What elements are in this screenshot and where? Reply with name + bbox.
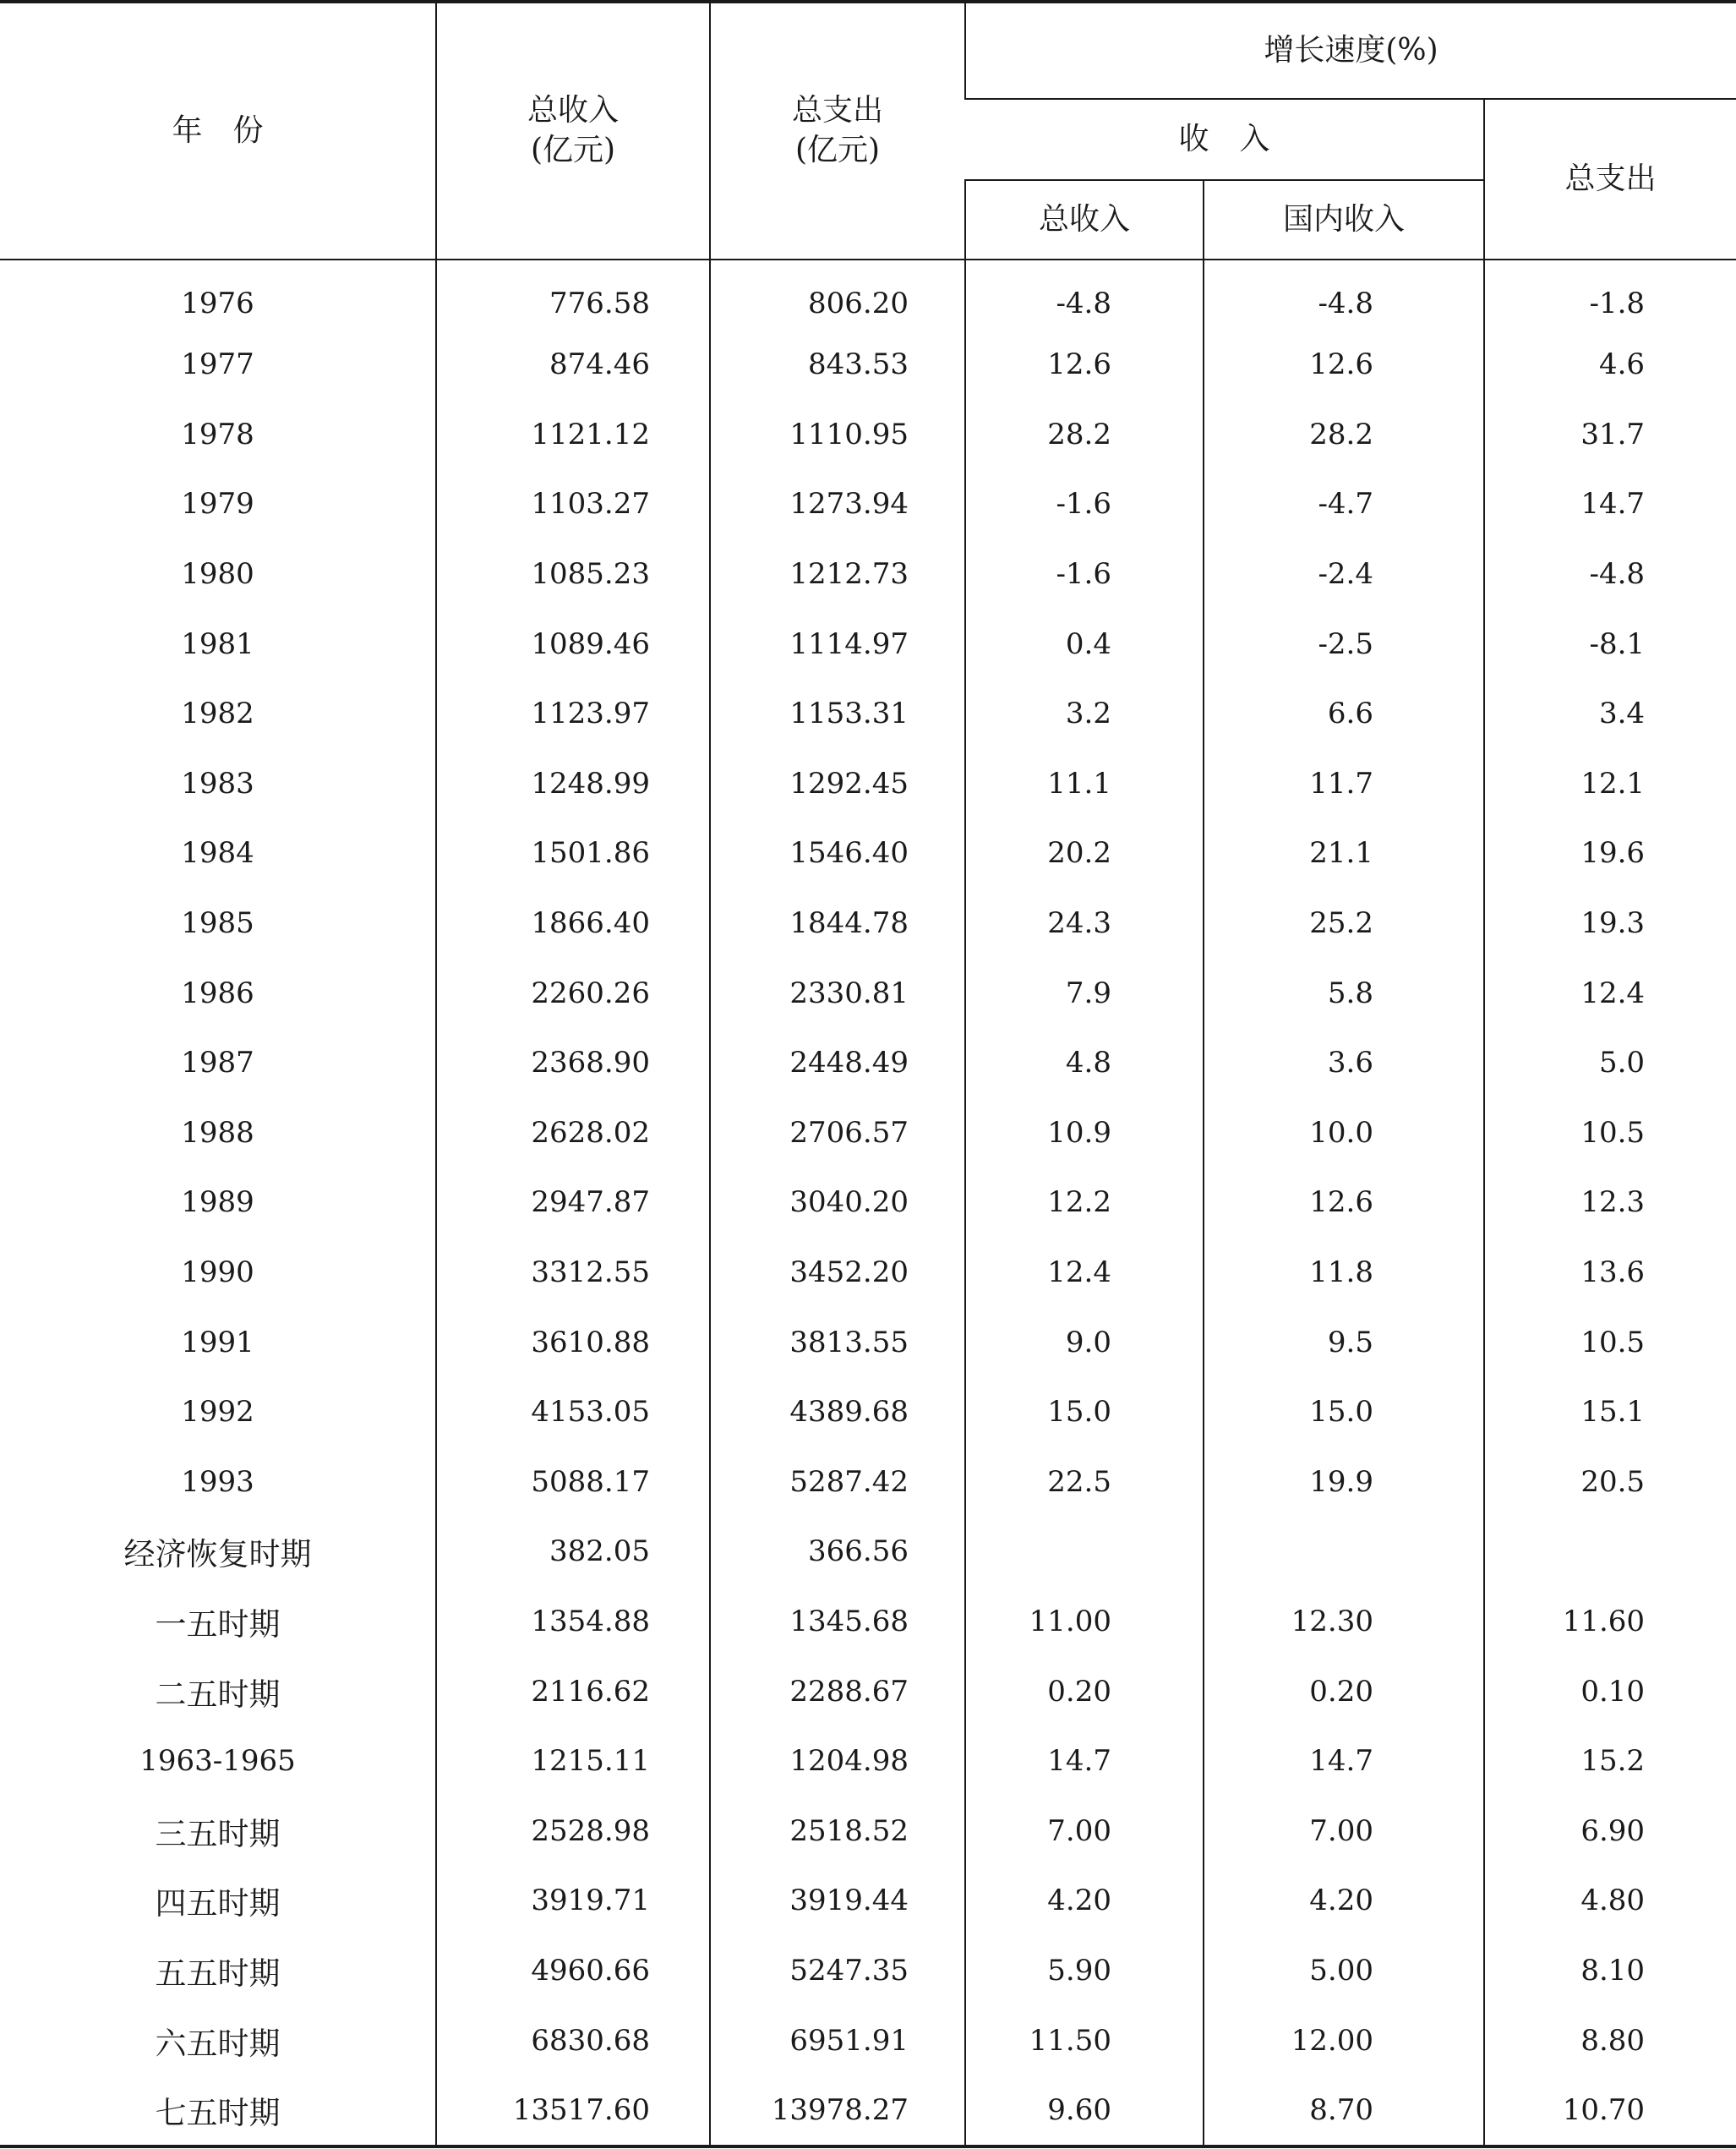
cell-growth-total-income xyxy=(965,1517,1204,1587)
cell-growth-total-expense: -1.8 xyxy=(1484,260,1736,330)
table-row xyxy=(0,958,1736,1028)
cell-year: 经济恢复时期 xyxy=(123,1536,312,1573)
cell-total-expense: 1546.40 xyxy=(710,818,965,889)
header-income-group xyxy=(965,99,1484,180)
table-row xyxy=(0,1238,1736,1308)
cell-total-income: 13517.60 xyxy=(436,2075,710,2147)
cell-growth-total-income: 9.0 xyxy=(965,1307,1204,1377)
cell-growth-total-expense: -8.1 xyxy=(1484,609,1736,679)
cell-total-expense: 13978.27 xyxy=(710,2075,965,2147)
cell-growth-total-income: 0.20 xyxy=(965,1656,1204,1726)
cell-growth-domestic-income: 11.8 xyxy=(1204,1238,1484,1308)
table-row xyxy=(0,2075,1736,2147)
table-row xyxy=(0,2005,1736,2075)
header-income-group-label: 收 入 xyxy=(1178,121,1270,156)
cell-growth-domestic-income: 5.00 xyxy=(1204,1936,1484,2006)
cell-total-income: 2528.98 xyxy=(436,1796,710,1866)
cell-total-expense: 4389.68 xyxy=(710,1377,965,1447)
cell-growth-total-income: 24.3 xyxy=(965,889,1204,959)
cell-total-income: 2260.26 xyxy=(436,958,710,1028)
cell-year: 1988 xyxy=(181,1115,254,1150)
cell-year: 1992 xyxy=(181,1395,254,1430)
header-total-expense-label: 总支出 (亿元) xyxy=(791,93,883,167)
cell-total-income: 1354.88 xyxy=(436,1587,710,1657)
cell-growth-total-income: 7.9 xyxy=(965,958,1204,1028)
cell-growth-domestic-income: -4.8 xyxy=(1204,260,1484,330)
cell-growth-total-expense: 10.5 xyxy=(1484,1307,1736,1377)
cell-growth-total-income: -1.6 xyxy=(965,469,1204,539)
cell-total-income: 382.05 xyxy=(436,1517,710,1587)
cell-total-expense: 1345.68 xyxy=(710,1587,965,1657)
cell-year: 一五时期 xyxy=(155,1605,281,1643)
cell-year: 三五时期 xyxy=(155,1815,281,1852)
table-row xyxy=(0,469,1736,539)
table-row xyxy=(0,818,1736,889)
cell-year: 1977 xyxy=(181,347,254,382)
cell-growth-total-income: 3.2 xyxy=(965,679,1204,749)
cell-growth-total-expense: 31.7 xyxy=(1484,400,1736,470)
table-row xyxy=(0,1517,1736,1587)
cell-growth-total-income: 10.9 xyxy=(965,1098,1204,1168)
table-row xyxy=(0,609,1736,679)
cell-total-income: 6830.68 xyxy=(436,2005,710,2075)
table-row xyxy=(0,1936,1736,2006)
header-growth-total-income-label: 总收入 xyxy=(1038,201,1130,237)
cell-growth-total-expense xyxy=(1484,1517,1736,1587)
cell-total-expense: 1204.98 xyxy=(710,1726,965,1796)
table-row xyxy=(0,260,1736,330)
cell-growth-total-income: -4.8 xyxy=(965,260,1204,330)
cell-total-expense: 1110.95 xyxy=(710,400,965,470)
cell-growth-domestic-income: 14.7 xyxy=(1204,1726,1484,1796)
cell-year: 1976 xyxy=(181,287,254,320)
cell-total-income: 2628.02 xyxy=(436,1098,710,1168)
cell-total-income: 1215.11 xyxy=(436,1726,710,1796)
cell-growth-total-expense: 11.60 xyxy=(1484,1587,1736,1657)
cell-growth-total-expense: 20.5 xyxy=(1484,1447,1736,1517)
cell-growth-total-income: 15.0 xyxy=(965,1377,1204,1447)
cell-year: 五五时期 xyxy=(155,1955,281,1992)
cell-growth-total-income: 4.8 xyxy=(965,1028,1204,1098)
cell-growth-total-expense: 14.7 xyxy=(1484,469,1736,539)
cell-total-income: 2116.62 xyxy=(436,1656,710,1726)
cell-growth-total-expense: 4.6 xyxy=(1484,330,1736,400)
header-growth-label: 增长速度(%) xyxy=(1264,32,1438,68)
cell-total-expense: 3452.20 xyxy=(710,1238,965,1308)
cell-growth-total-income: 4.20 xyxy=(965,1866,1204,1936)
cell-growth-total-expense: 12.1 xyxy=(1484,749,1736,819)
cell-total-income: 5088.17 xyxy=(436,1447,710,1517)
cell-total-expense: 2518.52 xyxy=(710,1796,965,1866)
table-row xyxy=(0,1587,1736,1657)
cell-growth-total-expense: 5.0 xyxy=(1484,1028,1736,1098)
table-header xyxy=(0,2,1736,260)
cell-growth-domestic-income: 12.6 xyxy=(1204,330,1484,400)
cell-growth-domestic-income: -4.7 xyxy=(1204,469,1484,539)
header-total-expense xyxy=(710,2,965,260)
cell-year: 1990 xyxy=(181,1255,254,1290)
cell-growth-domestic-income: 8.70 xyxy=(1204,2075,1484,2147)
table-row xyxy=(0,1307,1736,1377)
table-row xyxy=(0,1796,1736,1866)
table-row xyxy=(0,1726,1736,1796)
table-row xyxy=(0,1656,1736,1726)
cell-year: 六五时期 xyxy=(155,2025,281,2062)
cell-growth-domestic-income: 10.0 xyxy=(1204,1098,1484,1168)
header-year-label: 年 份 xyxy=(172,112,264,148)
cell-growth-total-income: 22.5 xyxy=(965,1447,1204,1517)
cell-growth-total-income: 5.90 xyxy=(965,1936,1204,2006)
cell-total-expense: 6951.91 xyxy=(710,2005,965,2075)
cell-growth-total-income: 0.4 xyxy=(965,609,1204,679)
cell-growth-domestic-income: -2.5 xyxy=(1204,609,1484,679)
cell-total-expense: 1844.78 xyxy=(710,889,965,959)
cell-year: 1987 xyxy=(181,1046,254,1080)
cell-total-expense: 1292.45 xyxy=(710,749,965,819)
cell-growth-domestic-income: 11.7 xyxy=(1204,749,1484,819)
cell-growth-total-expense: 4.80 xyxy=(1484,1866,1736,1936)
cell-total-income: 1501.86 xyxy=(436,818,710,889)
cell-growth-domestic-income: 9.5 xyxy=(1204,1307,1484,1377)
cell-growth-total-income: 12.6 xyxy=(965,330,1204,400)
table-row xyxy=(0,330,1736,400)
header-growth-domestic-income xyxy=(1204,180,1484,260)
cell-total-income: 1103.27 xyxy=(436,469,710,539)
cell-total-expense: 1273.94 xyxy=(710,469,965,539)
cell-growth-total-income: 7.00 xyxy=(965,1796,1204,1866)
cell-growth-domestic-income: 4.20 xyxy=(1204,1866,1484,1936)
table-body xyxy=(0,260,1736,2146)
cell-growth-total-income: 14.7 xyxy=(965,1726,1204,1796)
cell-total-expense: 5287.42 xyxy=(710,1447,965,1517)
cell-growth-total-income: 12.4 xyxy=(965,1238,1204,1308)
header-growth xyxy=(965,2,1736,99)
cell-growth-total-expense: 13.6 xyxy=(1484,1238,1736,1308)
cell-total-expense: 2448.49 xyxy=(710,1028,965,1098)
table-row xyxy=(0,1028,1736,1098)
cell-growth-total-income: 12.2 xyxy=(965,1167,1204,1238)
cell-growth-domestic-income: 25.2 xyxy=(1204,889,1484,959)
cell-growth-domestic-income: 3.6 xyxy=(1204,1028,1484,1098)
cell-year: 1963-1965 xyxy=(139,1744,296,1779)
cell-total-expense: 2330.81 xyxy=(710,958,965,1028)
table-row xyxy=(0,1377,1736,1447)
table-row xyxy=(0,749,1736,819)
cell-growth-total-expense: 8.10 xyxy=(1484,1936,1736,2006)
cell-year: 1978 xyxy=(181,417,254,451)
table-row xyxy=(0,400,1736,470)
cell-total-income: 4960.66 xyxy=(436,1936,710,2006)
cell-year: 1985 xyxy=(181,906,254,941)
cell-year: 1982 xyxy=(181,697,254,731)
cell-total-income: 2368.90 xyxy=(436,1028,710,1098)
cell-growth-total-income: 11.50 xyxy=(965,2005,1204,2075)
table-row xyxy=(0,889,1736,959)
cell-total-income: 3919.71 xyxy=(436,1866,710,1936)
cell-growth-total-expense: 3.4 xyxy=(1484,679,1736,749)
cell-growth-domestic-income: 28.2 xyxy=(1204,400,1484,470)
cell-growth-total-expense: 15.1 xyxy=(1484,1377,1736,1447)
cell-growth-total-expense: 15.2 xyxy=(1484,1726,1736,1796)
cell-growth-domestic-income: -2.4 xyxy=(1204,539,1484,610)
cell-growth-total-expense: 19.3 xyxy=(1484,889,1736,959)
cell-growth-total-expense: 0.10 xyxy=(1484,1656,1736,1726)
cell-total-expense: 5247.35 xyxy=(710,1936,965,2006)
cell-total-income: 1866.40 xyxy=(436,889,710,959)
cell-growth-total-expense: 19.6 xyxy=(1484,818,1736,889)
cell-growth-total-expense: 6.90 xyxy=(1484,1796,1736,1866)
cell-year: 1989 xyxy=(181,1185,254,1220)
cell-growth-total-expense: 12.3 xyxy=(1484,1167,1736,1238)
cell-total-income: 3610.88 xyxy=(436,1307,710,1377)
cell-growth-total-expense: 12.4 xyxy=(1484,958,1736,1028)
cell-growth-domestic-income: 21.1 xyxy=(1204,818,1484,889)
cell-year: 四五时期 xyxy=(155,1885,281,1922)
cell-year: 1991 xyxy=(181,1325,254,1359)
cell-total-expense: 2288.67 xyxy=(710,1656,965,1726)
header-year xyxy=(0,2,436,260)
cell-total-income: 1248.99 xyxy=(436,749,710,819)
cell-total-income: 776.58 xyxy=(436,260,710,330)
cell-growth-domestic-income: 6.6 xyxy=(1204,679,1484,749)
cell-total-expense: 1212.73 xyxy=(710,539,965,610)
cell-growth-domestic-income: 7.00 xyxy=(1204,1796,1484,1866)
cell-total-expense: 3919.44 xyxy=(710,1866,965,1936)
cell-total-income: 3312.55 xyxy=(436,1238,710,1308)
header-growth-total-expense-label: 总支出 xyxy=(1564,161,1657,196)
header-growth-domestic-income-label: 国内收入 xyxy=(1282,201,1405,237)
cell-total-expense: 806.20 xyxy=(710,260,965,330)
cell-growth-total-income: -1.6 xyxy=(965,539,1204,610)
cell-total-income: 1123.97 xyxy=(436,679,710,749)
cell-growth-total-income: 9.60 xyxy=(965,2075,1204,2147)
cell-total-income: 2947.87 xyxy=(436,1167,710,1238)
cell-growth-total-income: 11.00 xyxy=(965,1587,1204,1657)
cell-growth-total-income: 11.1 xyxy=(965,749,1204,819)
cell-total-expense: 1114.97 xyxy=(710,609,965,679)
cell-total-expense: 1153.31 xyxy=(710,679,965,749)
cell-growth-domestic-income xyxy=(1204,1517,1484,1587)
cell-total-expense: 2706.57 xyxy=(710,1098,965,1168)
cell-total-expense: 3040.20 xyxy=(710,1167,965,1238)
cell-growth-total-income: 28.2 xyxy=(965,400,1204,470)
table-row xyxy=(0,539,1736,610)
cell-growth-domestic-income: 19.9 xyxy=(1204,1447,1484,1517)
table-row xyxy=(0,1098,1736,1168)
cell-year: 1993 xyxy=(181,1464,254,1499)
cell-growth-total-expense: -4.8 xyxy=(1484,539,1736,610)
cell-growth-domestic-income: 5.8 xyxy=(1204,958,1484,1028)
table-row xyxy=(0,679,1736,749)
cell-growth-total-expense: 8.80 xyxy=(1484,2005,1736,2075)
header-growth-total-expense xyxy=(1484,99,1736,260)
cell-total-expense: 843.53 xyxy=(710,330,965,400)
cell-total-expense: 366.56 xyxy=(710,1517,965,1587)
cell-year: 1986 xyxy=(181,976,254,1010)
cell-year: 1980 xyxy=(181,557,254,592)
cell-year: 1979 xyxy=(181,487,254,522)
cell-total-income: 1089.46 xyxy=(436,609,710,679)
cell-growth-domestic-income: 12.30 xyxy=(1204,1587,1484,1657)
cell-growth-domestic-income: 12.00 xyxy=(1204,2005,1484,2075)
cell-year: 二五时期 xyxy=(155,1676,281,1713)
header-total-income xyxy=(436,2,710,260)
cell-growth-total-income: 20.2 xyxy=(965,818,1204,889)
header-growth-total-income xyxy=(965,180,1204,260)
cell-total-income: 4153.05 xyxy=(436,1377,710,1447)
cell-growth-domestic-income: 0.20 xyxy=(1204,1656,1484,1726)
table-row xyxy=(0,1866,1736,1936)
cell-growth-total-expense: 10.5 xyxy=(1484,1098,1736,1168)
cell-growth-total-expense: 10.70 xyxy=(1484,2075,1736,2147)
cell-total-income: 874.46 xyxy=(436,330,710,400)
table-row xyxy=(0,1447,1736,1517)
cell-growth-domestic-income: 12.6 xyxy=(1204,1167,1484,1238)
cell-year: 七五时期 xyxy=(155,2095,281,2132)
cell-year: 1984 xyxy=(181,836,254,871)
table-row xyxy=(0,1167,1736,1238)
cell-growth-domestic-income: 15.0 xyxy=(1204,1377,1484,1447)
cell-year: 1983 xyxy=(181,766,254,801)
header-total-income-label: 总收入 (亿元) xyxy=(527,93,619,167)
cell-total-expense: 3813.55 xyxy=(710,1307,965,1377)
cell-total-income: 1085.23 xyxy=(436,539,710,610)
cell-year: 1981 xyxy=(181,626,254,661)
cell-total-income: 1121.12 xyxy=(436,400,710,470)
